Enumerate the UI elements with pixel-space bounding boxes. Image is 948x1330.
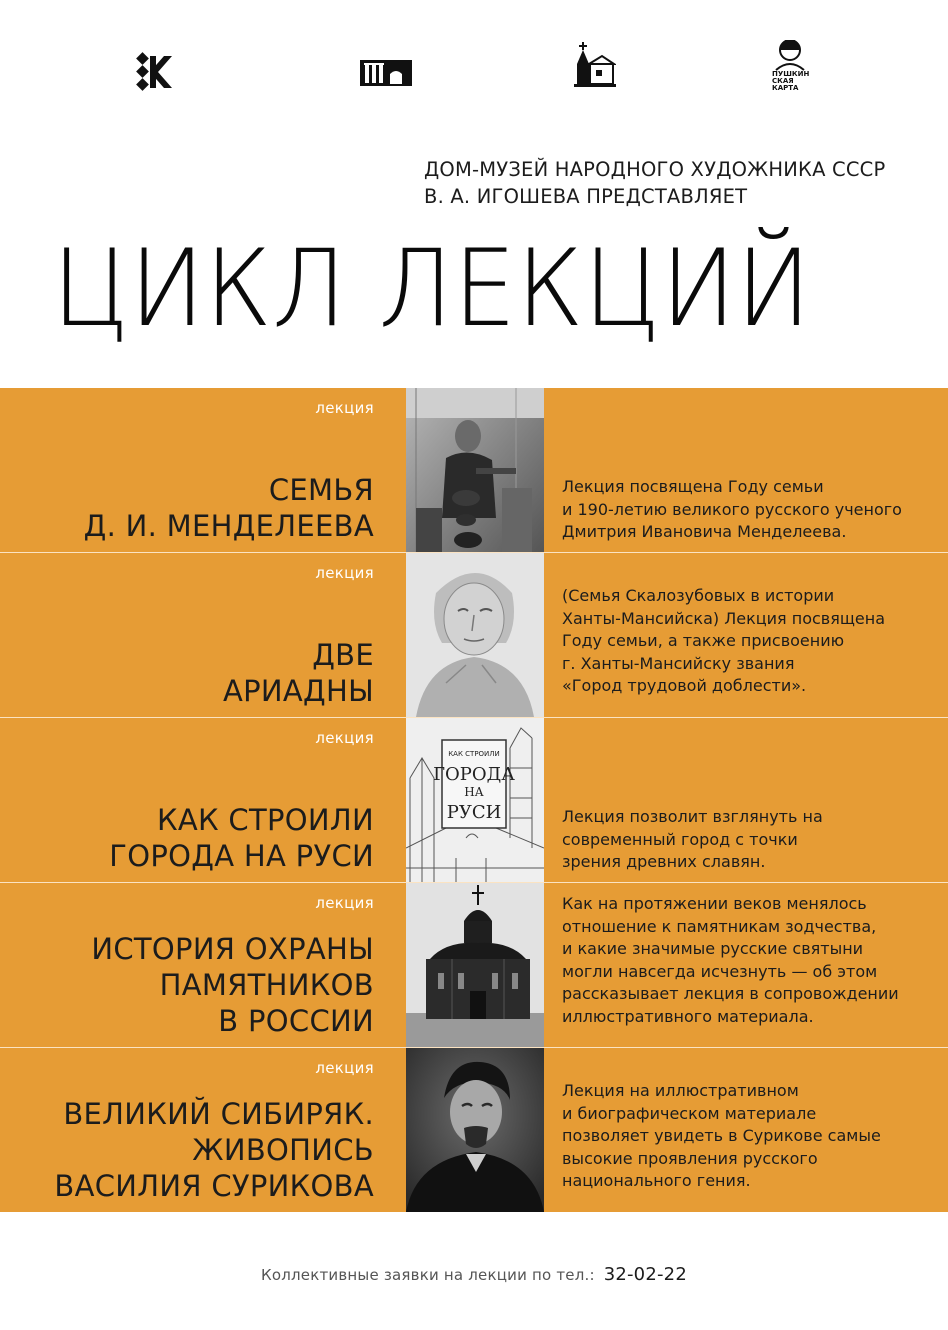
surikov-portrait [406, 1048, 544, 1212]
lecture-title [223, 637, 374, 709]
description-line: и биографическом материале [562, 1103, 817, 1123]
description-line: зрения древних славян. [562, 852, 766, 871]
presenter-text [424, 156, 885, 210]
description-line: рассказывает лекция в сопровождении [562, 984, 899, 1003]
lecture-description [562, 1080, 942, 1193]
lecture-item [0, 883, 948, 1048]
description-line: отношение к памятникам зодчества, [562, 916, 877, 936]
kirov-k-logo [136, 52, 174, 92]
description-line: Лекция позволит взглянуть на [562, 807, 823, 826]
description-line: и какие значимые русские святыни [562, 939, 864, 958]
lecture-title-line: ЖИВОПИСЬ [192, 1133, 374, 1167]
lecture-title-line: КАК СТРОИЛИ [156, 803, 374, 837]
lecture-description [562, 806, 942, 874]
description-line: высокие проявления русского [562, 1148, 818, 1168]
lecture-title-line: В РОССИИ [218, 1004, 374, 1038]
description-line: и 190-летию великого русского ученого [562, 499, 902, 519]
description-line: современный город с точки [562, 829, 798, 849]
pushkin-card-text-1: ПУШКИН [772, 70, 810, 78]
description-line: могли навсегда исчезнуть — об этом [562, 961, 878, 981]
description-line: Году семьи, а также присвоению [562, 631, 845, 650]
lecture-title-line: СЕМЬЯ [268, 473, 374, 507]
lecture-tag: лекция [315, 729, 374, 747]
lecture-list [0, 388, 948, 1212]
lecture-title-line: ВАСИЛИЯ СУРИКОВА [54, 1169, 374, 1203]
lecture-title [54, 1096, 374, 1204]
lecture-title-line: Д. И. МЕНДЕЛЕЕВА [83, 509, 374, 543]
footer-text: Коллективные заявки на лекции по тел.: [261, 1266, 595, 1284]
footer [0, 1264, 948, 1285]
lecture-item [0, 388, 948, 553]
book-cover-line: ГОРОДА [433, 764, 515, 785]
lecture-description [562, 893, 942, 1028]
museum-building-logo [360, 58, 412, 86]
description-line: Дмитрия Ивановича Менделеева. [562, 522, 847, 541]
description-line: позволяет увидеть в Сурикове самые [562, 1126, 881, 1145]
lecture-title-line: ГОРОДА НА РУСИ [109, 839, 374, 873]
presenter-line-1: ДОМ-МУЗЕЙ НАРОДНОГО ХУДОЖНИКА СССР [424, 158, 886, 181]
description-line: иллюстративного материала. [562, 1006, 814, 1026]
lecture-title-line: ДВЕ [312, 638, 374, 672]
logo-row [0, 38, 948, 98]
lecture-description [562, 476, 942, 544]
lecture-item [0, 1048, 948, 1212]
description-line: «Город трудовой доблести». [562, 676, 807, 695]
lecture-tag: лекция [315, 894, 374, 912]
lecture-title-line: ИСТОРИЯ ОХРАНЫ [91, 932, 374, 966]
lecture-item [0, 718, 948, 883]
church-house-logo [574, 42, 616, 90]
book-cover-line: НА [464, 785, 484, 799]
lecture-title [91, 931, 374, 1039]
lecture-item [0, 553, 948, 718]
lecture-title-line: ВЕЛИКИЙ СИБИРЯК. [63, 1097, 374, 1131]
pushkin-card-text-3: КАРТА [772, 84, 799, 92]
book-cover-line: РУСИ [446, 802, 502, 823]
page-title: ЦИКЛ ЛЕКЦИЙ [52, 227, 812, 350]
book-cover-line: КАК СТРОИЛИ [448, 750, 500, 758]
book-cover-image [406, 718, 544, 882]
pushkin-card-logo [772, 40, 812, 92]
old-woman-portrait [406, 553, 544, 717]
description-line: г. Ханты-Мансийску звания [562, 653, 795, 673]
footer-phone: 32-02-22 [603, 1264, 687, 1285]
description-line: Лекция посвящена Году семьи [562, 477, 824, 496]
presenter-line-2: В. А. ИГОШЕВА ПРЕДСТАВЛЯЕТ [424, 185, 748, 208]
description-line: Как на протяжении веков менялось [562, 894, 867, 913]
church-photo [406, 883, 544, 1047]
pushkin-card-text-2: СКАЯ [772, 77, 794, 85]
description-line: Ханты-Мансийска) Лекция посвящена [562, 608, 886, 628]
lecture-tag: лекция [315, 399, 374, 417]
description-line: Лекция на иллюстративном [562, 1081, 799, 1100]
description-line: (Семья Скалозубовых в истории [562, 586, 835, 605]
description-line: национального гения. [562, 1171, 751, 1190]
lecture-title [84, 472, 374, 544]
lecture-title [109, 802, 374, 874]
lecture-title-line: АРИАДНЫ [222, 674, 374, 708]
lecture-title-line: ПАМЯТНИКОВ [159, 968, 374, 1002]
lecture-tag: лекция [315, 1059, 374, 1077]
lecture-description [562, 585, 942, 698]
mendeleev-photo [406, 388, 544, 552]
lecture-tag: лекция [315, 564, 374, 582]
